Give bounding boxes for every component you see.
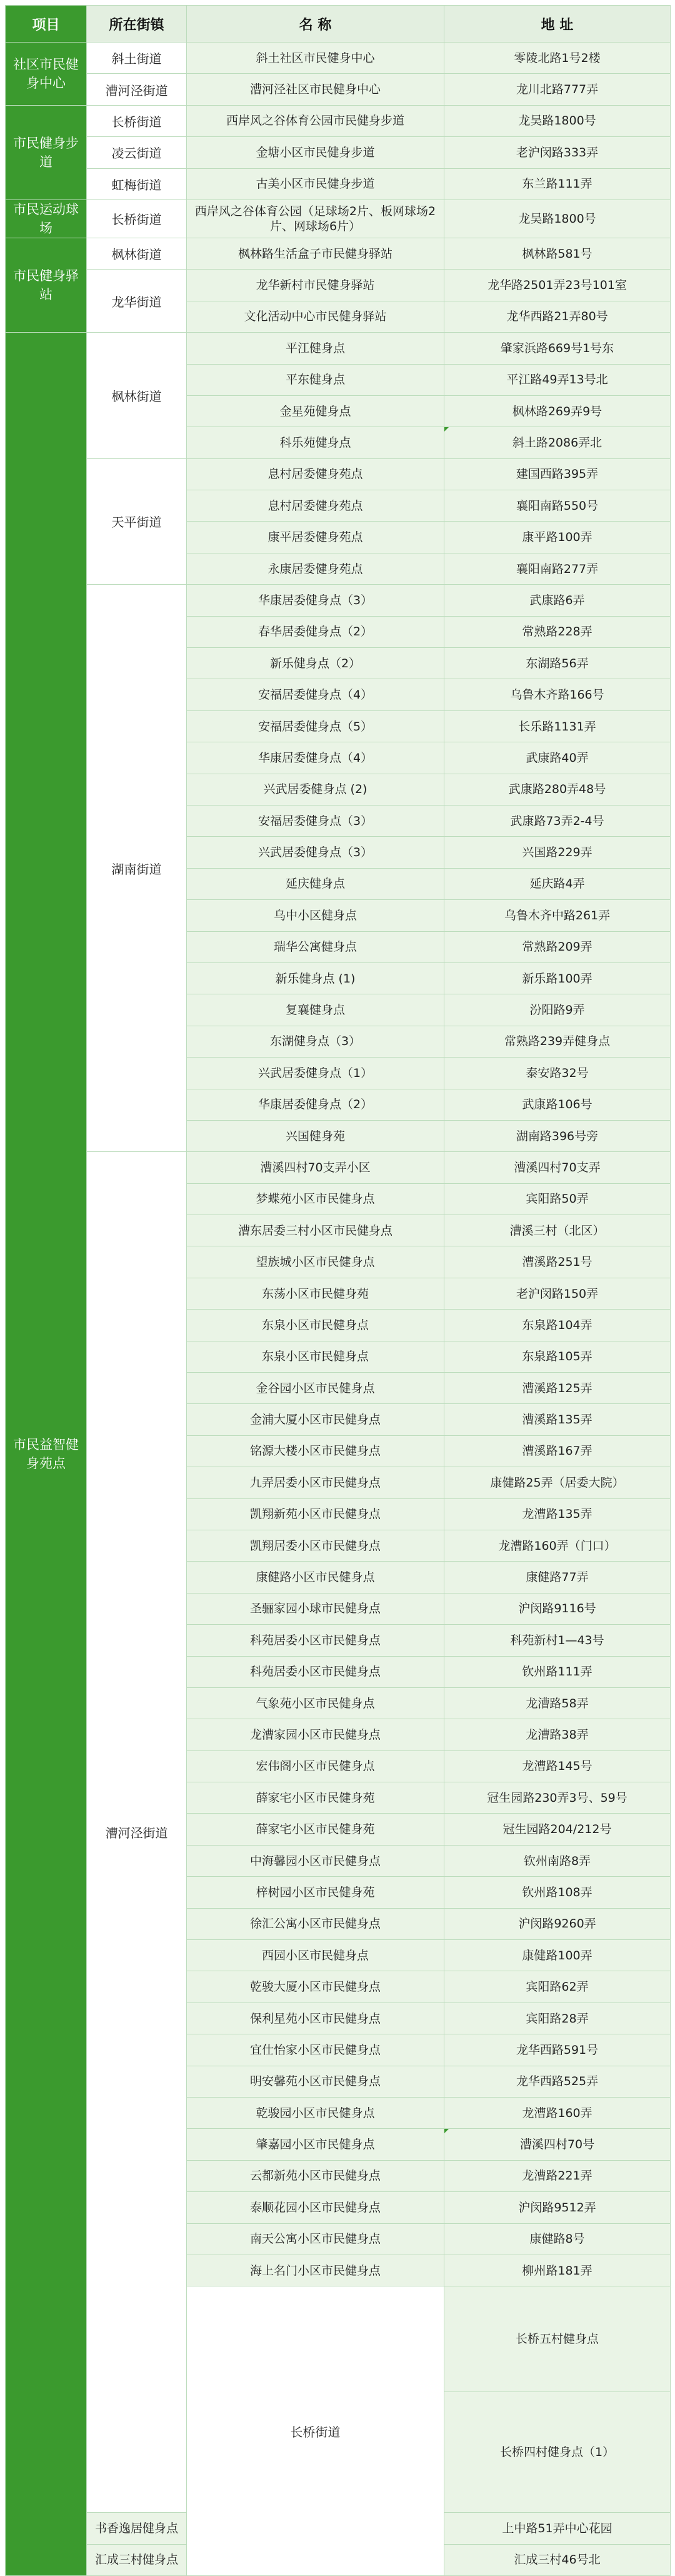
name-cell: 乾骏大厦小区市民健身点 <box>187 1971 444 2003</box>
name-cell: 科苑居委小区市民健身点 <box>187 1625 444 1656</box>
name-cell: 永康居委健身苑点 <box>187 553 444 584</box>
category-cell: 市民运动球场 <box>6 200 87 238</box>
address-cell: 老沪闵路150弄 <box>444 1278 671 1309</box>
address-cell: 康健路8号 <box>444 2223 671 2255</box>
table-row <box>6 270 671 301</box>
category-cell: 市民健身驿站 <box>6 238 87 332</box>
address-cell: 龙漕路58弄 <box>444 1687 671 1719</box>
table-row <box>6 333 671 364</box>
name-cell: 西岸风之谷体育公园（足球场2片、板网球场2片、网球场6片） <box>187 200 444 238</box>
street-cell: 虹梅街道 <box>87 168 187 200</box>
name-cell: 书香逸居健身点 <box>87 2513 187 2544</box>
address-cell: 龙漕路145号 <box>444 1750 671 1782</box>
address-cell: 钦州路111弄 <box>444 1656 671 1687</box>
address-cell: 漕溪三村（北区） <box>444 1215 671 1246</box>
address-cell: 乌鲁木齐中路261弄 <box>444 900 671 931</box>
address-cell: 肇家浜路669号1号东 <box>444 333 671 364</box>
name-cell: 枫林路生活盒子市民健身驿站 <box>187 238 444 269</box>
name-cell: 望族城小区市民健身点 <box>187 1246 444 1278</box>
table-row <box>6 137 671 168</box>
address-cell: 襄阳南路550号 <box>444 490 671 522</box>
name-cell: 兴武居委健身点（3） <box>187 837 444 868</box>
table-row <box>6 585 671 616</box>
address-cell: 龙漕路38弄 <box>444 1719 671 1750</box>
name-cell: 东荡小区市民健身苑 <box>187 1278 444 1309</box>
name-cell: 延庆健身点 <box>187 868 444 899</box>
address-cell: 漕溪四村70支弄 <box>444 1152 671 1183</box>
address-cell: 冠生园路230弄3号、59号 <box>444 1782 671 1814</box>
address-cell: 襄阳南路277弄 <box>444 553 671 584</box>
name-cell: 金星苑健身点 <box>187 395 444 427</box>
name-cell: 康平居委健身苑点 <box>187 522 444 553</box>
street-cell: 湖南街道 <box>87 585 187 1152</box>
name-cell: 乾骏园小区市民健身点 <box>187 2098 444 2129</box>
name-cell: 长桥五村健身点 <box>444 2286 671 2392</box>
name-cell: 科苑居委小区市民健身点 <box>187 1656 444 1687</box>
name-cell: 漕东居委三村小区市民健身点 <box>187 1215 444 1246</box>
name-cell: 西岸风之谷体育公园市民健身步道 <box>187 105 444 136</box>
address-cell: 漕溪四村70号 <box>444 2129 671 2160</box>
address-cell: 泰安路32号 <box>444 1058 671 1089</box>
name-cell: 华康居委健身点（2） <box>187 1089 444 1120</box>
name-cell: 新乐健身点（2） <box>187 648 444 679</box>
address-cell: 龙吴路1800号 <box>444 105 671 136</box>
name-cell: 复襄健身点 <box>187 994 444 1026</box>
name-cell: 金浦大厦小区市民健身点 <box>187 1404 444 1435</box>
category-cell: 市民益智健身苑点 <box>6 333 87 2576</box>
name-cell: 梦蝶苑小区市民健身点 <box>187 1183 444 1215</box>
table-row <box>6 74 671 105</box>
name-cell: 宏伟阁小区市民健身点 <box>187 1750 444 1782</box>
address-cell: 零陵北路1号2楼 <box>444 43 671 74</box>
name-cell: 铭源大楼小区市民健身点 <box>187 1435 444 1467</box>
table-row <box>6 200 671 238</box>
name-cell: 泰顺花园小区市民健身点 <box>187 2192 444 2223</box>
street-cell: 长桥街道 <box>87 105 187 136</box>
address-cell: 龙华西路525弄 <box>444 2066 671 2097</box>
address-cell: 宾阳路62弄 <box>444 1971 671 2003</box>
table-row <box>6 168 671 200</box>
address-cell: 龙华西路591号 <box>444 2034 671 2066</box>
name-cell: 凯翔居委小区市民健身点 <box>187 1530 444 1561</box>
address-cell: 建国西路395弄 <box>444 458 671 490</box>
address-cell: 长乐路1131弄 <box>444 710 671 742</box>
name-cell: 薛家宅小区市民健身苑 <box>187 1782 444 1814</box>
name-cell: 金塘小区市民健身步道 <box>187 137 444 168</box>
name-cell: 息村居委健身苑点 <box>187 490 444 522</box>
name-cell: 春华居委健身点（2） <box>187 616 444 647</box>
name-cell: 明安馨苑小区市民健身点 <box>187 2066 444 2097</box>
address-cell: 斜土路2086弄北 <box>444 427 671 458</box>
header-name: 名 称 <box>187 6 444 43</box>
name-cell: 漕河泾社区市民健身中心 <box>187 74 444 105</box>
name-cell: 乌中小区健身点 <box>187 900 444 931</box>
name-cell: 长桥四村健身点（1） <box>444 2392 671 2513</box>
name-cell: 肇嘉园小区市民健身点 <box>187 2129 444 2160</box>
address-cell: 科苑新村1—43号 <box>444 1625 671 1656</box>
name-cell: 斜土社区市民健身中心 <box>187 43 444 74</box>
name-cell: 兴国健身苑 <box>187 1120 444 1151</box>
name-cell: 宜仕怡家小区市民健身点 <box>187 2034 444 2066</box>
name-cell: 徐汇公寓小区市民健身点 <box>187 1908 444 1939</box>
name-cell: 华康居委健身点（3） <box>187 585 444 616</box>
cell-comment-marker <box>444 427 449 432</box>
address-cell: 上中路51弄中心花园 <box>444 2513 671 2544</box>
address-cell: 武康路6弄 <box>444 585 671 616</box>
name-cell: 科乐苑健身点 <box>187 427 444 458</box>
name-cell: 云都新苑小区市民健身点 <box>187 2160 444 2191</box>
header-street: 所在街镇 <box>87 6 187 43</box>
table-row <box>6 1152 671 1183</box>
name-cell: 保利星苑小区市民健身点 <box>187 2003 444 2034</box>
name-cell: 薛家宅小区市民健身苑 <box>187 1814 444 1845</box>
name-cell: 兴武居委健身点 (2) <box>187 774 444 805</box>
name-cell: 安福居委健身点（5） <box>187 710 444 742</box>
street-cell: 漕河泾街道 <box>87 74 187 105</box>
table-container <box>5 5 670 2576</box>
address-cell: 冠生园路204/212号 <box>444 1814 671 1845</box>
name-cell: 东泉小区市民健身点 <box>187 1310 444 1341</box>
address-cell: 新乐路100弄 <box>444 962 671 994</box>
name-cell: 金谷园小区市民健身点 <box>187 1373 444 1404</box>
address-cell: 东湖路56弄 <box>444 648 671 679</box>
name-cell: 新乐健身点 (1) <box>187 962 444 994</box>
name-cell: 安福居委健身点（3） <box>187 805 444 836</box>
category-cell: 市民健身步道 <box>6 105 87 200</box>
address-cell: 漕溪路125弄 <box>444 1373 671 1404</box>
cell-comment-marker <box>444 2129 449 2133</box>
address-cell: 武康路280弄48号 <box>444 774 671 805</box>
header-address: 地 址 <box>444 6 671 43</box>
name-cell: 海上名门小区市民健身点 <box>187 2255 444 2286</box>
table-row <box>6 458 671 490</box>
street-cell: 漕河泾街道 <box>87 1152 187 2513</box>
address-cell: 康平路100弄 <box>444 522 671 553</box>
address-cell: 龙漕路221弄 <box>444 2160 671 2191</box>
street-cell: 天平街道 <box>87 458 187 585</box>
street-cell: 枫林街道 <box>87 333 187 459</box>
header-row <box>6 6 671 43</box>
name-cell: 平东健身点 <box>187 364 444 395</box>
name-cell: 龙华新村市民健身驿站 <box>187 270 444 301</box>
street-cell: 长桥街道 <box>187 2286 444 2576</box>
address-cell: 汾阳路9弄 <box>444 994 671 1026</box>
name-cell: 汇成三村健身点 <box>87 2544 187 2575</box>
address-cell: 武康路73弄2-4号 <box>444 805 671 836</box>
table-row <box>6 238 671 269</box>
name-cell: 息村居委健身苑点 <box>187 458 444 490</box>
address-cell: 东泉路105弄 <box>444 1341 671 1372</box>
name-cell: 圣骊家园小球市民健身点 <box>187 1593 444 1624</box>
table-row <box>6 43 671 74</box>
name-cell: 瑞华公寓健身点 <box>187 931 444 962</box>
street-cell: 凌云街道 <box>87 137 187 168</box>
address-cell: 宾阳路50弄 <box>444 1183 671 1215</box>
address-cell: 龙漕路160弄 <box>444 2098 671 2129</box>
address-cell: 兴国路229弄 <box>444 837 671 868</box>
name-cell: 梓树园小区市民健身苑 <box>187 1877 444 1908</box>
name-cell: 康健路小区市民健身点 <box>187 1562 444 1593</box>
address-cell: 沪闵路9260弄 <box>444 1908 671 1939</box>
street-cell: 龙华街道 <box>87 270 187 333</box>
address-cell: 康健路25弄（居委大院） <box>444 1467 671 1498</box>
address-cell: 乌鲁木齐路166号 <box>444 679 671 710</box>
header-category: 项目 <box>6 6 87 43</box>
name-cell: 中海馨园小区市民健身点 <box>187 1845 444 1876</box>
name-cell: 西园小区市民健身点 <box>187 1940 444 1971</box>
address-cell: 柳州路181弄 <box>444 2255 671 2286</box>
address-cell: 常熟路228弄 <box>444 616 671 647</box>
address-cell: 龙川北路777弄 <box>444 74 671 105</box>
name-cell: 南天公寓小区市民健身点 <box>187 2223 444 2255</box>
address-cell: 龙漕路160弄（门口） <box>444 1530 671 1561</box>
street-cell: 长桥街道 <box>87 200 187 238</box>
name-cell: 龙漕家园小区市民健身点 <box>187 1719 444 1750</box>
address-cell: 延庆路4弄 <box>444 868 671 899</box>
name-cell: 华康居委健身点（4） <box>187 742 444 774</box>
street-cell: 斜土街道 <box>87 43 187 74</box>
table-body <box>6 43 671 2576</box>
name-cell: 凯翔新苑小区市民健身点 <box>187 1498 444 1530</box>
address-cell: 康健路100弄 <box>444 1940 671 1971</box>
address-cell: 漕溪路135弄 <box>444 1404 671 1435</box>
address-cell: 枫林路269弄9号 <box>444 395 671 427</box>
address-cell: 钦州南路8弄 <box>444 1845 671 1876</box>
address-cell: 钦州路108弄 <box>444 1877 671 1908</box>
name-cell: 古美小区市民健身步道 <box>187 168 444 200</box>
address-cell: 东泉路104弄 <box>444 1310 671 1341</box>
address-cell: 漕溪路251号 <box>444 1246 671 1278</box>
address-cell: 老沪闵路333弄 <box>444 137 671 168</box>
name-cell: 平江健身点 <box>187 333 444 364</box>
name-cell: 漕溪四村70支弄小区 <box>187 1152 444 1183</box>
name-cell: 东湖健身点（3） <box>187 1026 444 1057</box>
address-cell: 汇成三村46号北 <box>444 2544 671 2575</box>
address-cell: 常熟路209弄 <box>444 931 671 962</box>
name-cell: 文化活动中心市民健身驿站 <box>187 301 444 332</box>
table-row <box>6 105 671 136</box>
address-cell: 漕溪路167弄 <box>444 1435 671 1467</box>
address-cell: 武康路40弄 <box>444 742 671 774</box>
name-cell: 兴武居委健身点（1） <box>187 1058 444 1089</box>
address-cell: 宾阳路28弄 <box>444 2003 671 2034</box>
name-cell: 东泉小区市民健身点 <box>187 1341 444 1372</box>
address-cell: 龙华路2501弄23号101室 <box>444 270 671 301</box>
address-cell: 沪闵路9116号 <box>444 1593 671 1624</box>
address-cell: 平江路49弄13号北 <box>444 364 671 395</box>
address-cell: 龙华西路21弄80号 <box>444 301 671 332</box>
address-cell: 龙吴路1800号 <box>444 200 671 238</box>
category-cell: 社区市民健身中心 <box>6 43 87 106</box>
address-cell: 武康路106号 <box>444 1089 671 1120</box>
name-cell: 气象苑小区市民健身点 <box>187 1687 444 1719</box>
name-cell: 安福居委健身点（4） <box>187 679 444 710</box>
address-cell: 龙漕路135弄 <box>444 1498 671 1530</box>
address-cell: 沪闵路9512弄 <box>444 2192 671 2223</box>
street-cell: 枫林街道 <box>87 238 187 269</box>
address-cell: 康健路77弄 <box>444 1562 671 1593</box>
address-cell: 常熟路239弄健身点 <box>444 1026 671 1057</box>
address-cell: 枫林路581号 <box>444 238 671 269</box>
fitness-facility-table <box>5 5 671 2576</box>
name-cell: 九弄居委小区市民健身点 <box>187 1467 444 1498</box>
address-cell: 湖南路396号旁 <box>444 1120 671 1151</box>
address-cell: 东兰路111弄 <box>444 168 671 200</box>
